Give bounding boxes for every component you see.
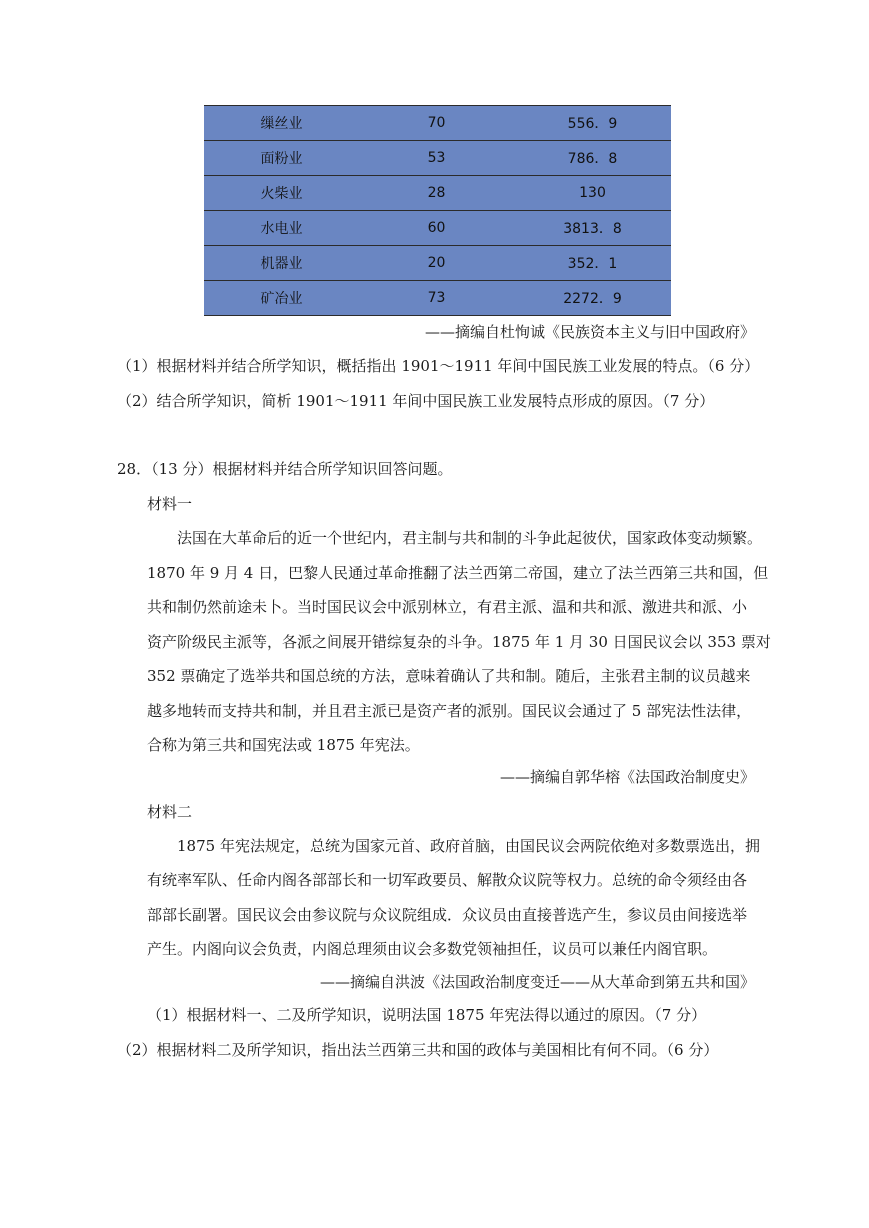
q28-material-2-label: 材料二 (147, 803, 193, 821)
table-cell: 60 (359, 211, 514, 246)
table-cell: 矿冶业 (204, 281, 359, 316)
q27-subquestion-1: （1）根据材料并结合所学知识，概括指出 1901～1911 年间中国民族工业发展的特点。（6 分） (117, 357, 760, 375)
q28-material-1-line: 合称为第三共和国宪法或 1875 年宪法。 (147, 736, 420, 754)
q28-material-1-line: 资产阶级民主派等，各派之间展开错综复杂的斗争。1875 年 1 月 30 日国民议会以 353 票对 (147, 633, 771, 651)
table-cell: 20 (359, 246, 514, 281)
q28-material-2-line: 部部长副署。国民议会由参议院与众议院组成．众议员由直接普选产生，参议员由间接选举 (147, 906, 748, 924)
table-cell: 2272．9 (514, 281, 671, 316)
q27-subquestion-2: （2）结合所学知识，简析 1901～1911 年间中国民族工业发展特点形成的原因。（7 分） (117, 392, 715, 410)
table-cell: 53 (359, 141, 514, 176)
q28-subquestion-2: （2）根据材料二及所学知识，指出法兰西第三共和国的政体与美国相比有何不同。（6 分） (117, 1041, 719, 1059)
table-row (204, 141, 671, 176)
q28-material-1-line: 1870 年 9 月 4 日，巴黎人民通过革命推翻了法兰西第二帝国，建立了法兰西第三共和国，但 (147, 564, 769, 582)
industry-data-table (204, 105, 671, 316)
table-cell: 火柴业 (204, 176, 359, 211)
table-row (204, 246, 671, 281)
q28-material-1-line: 共和制仍然前途未卜。当时国民议会中派别林立，有君主派、温和共和派、激进共和派、小 (147, 598, 748, 616)
table-row (204, 211, 671, 246)
table-cell: 28 (359, 176, 514, 211)
table-cell: 水电业 (204, 211, 359, 246)
q27-source-citation: ——摘编自杜恂诚《民族资本主义与旧中国政府》 (424, 323, 755, 341)
q28-material-2-line: 1875 年宪法规定，总统为国家元首、政府首脑，由国民议会两院依绝对多数票选出，拥 (177, 837, 760, 855)
q28-material-1-label: 材料一 (147, 495, 193, 513)
q28-material-1-line: 352 票确定了选举共和国总统的方法，意味着确认了共和制。随后，主张君主制的议员越来 (147, 667, 751, 685)
table-row (204, 281, 671, 316)
table-cell: 130 (514, 176, 671, 211)
q28-material-2-line: 产生。内阁向议会负责，内阁总理须由议会多数党领袖担任，议员可以兼任内阁官职。 (147, 940, 718, 958)
q28-material-2-source: ——摘编自洪波《法国政治制度变迁——从大革命到第五共和国》 (319, 973, 755, 991)
q28-heading: 28．（13 分）根据材料并结合所学知识回答问题。 (117, 460, 453, 478)
table-cell: 73 (359, 281, 514, 316)
q28-subquestion-1: （1）根据材料一、二及所学知识，说明法国 1875 年宪法得以通过的原因。（7 分） (147, 1006, 707, 1024)
table-cell: 70 (359, 106, 514, 141)
table-cell: 缫丝业 (204, 106, 359, 141)
table-cell: 786．8 (514, 141, 671, 176)
table-cell: 机器业 (204, 246, 359, 281)
table-cell: 面粉业 (204, 141, 359, 176)
table-cell: 556．9 (514, 106, 671, 141)
q28-material-2-line: 有统率军队、任命内阁各部部长和一切军政要员、解散众议院等权力。总统的命令须经由各 (147, 871, 748, 889)
q28-material-1-line: 越多地转而支持共和制，并且君主派已是资产者的派别。国民议会通过了 5 部宪法性法律， (147, 702, 752, 720)
q28-material-1-source: ——摘编自郭华榕《法国政治制度史》 (499, 768, 755, 786)
q28-material-1-line: 法国在大革命后的近一个世纪内，君主制与共和制的斗争此起彼伏，国家政体变动频繁。 (177, 529, 763, 547)
table-row (204, 106, 671, 141)
table-cell: 3813．8 (514, 211, 671, 246)
table-cell: 352．1 (514, 246, 671, 281)
table-row (204, 176, 671, 211)
